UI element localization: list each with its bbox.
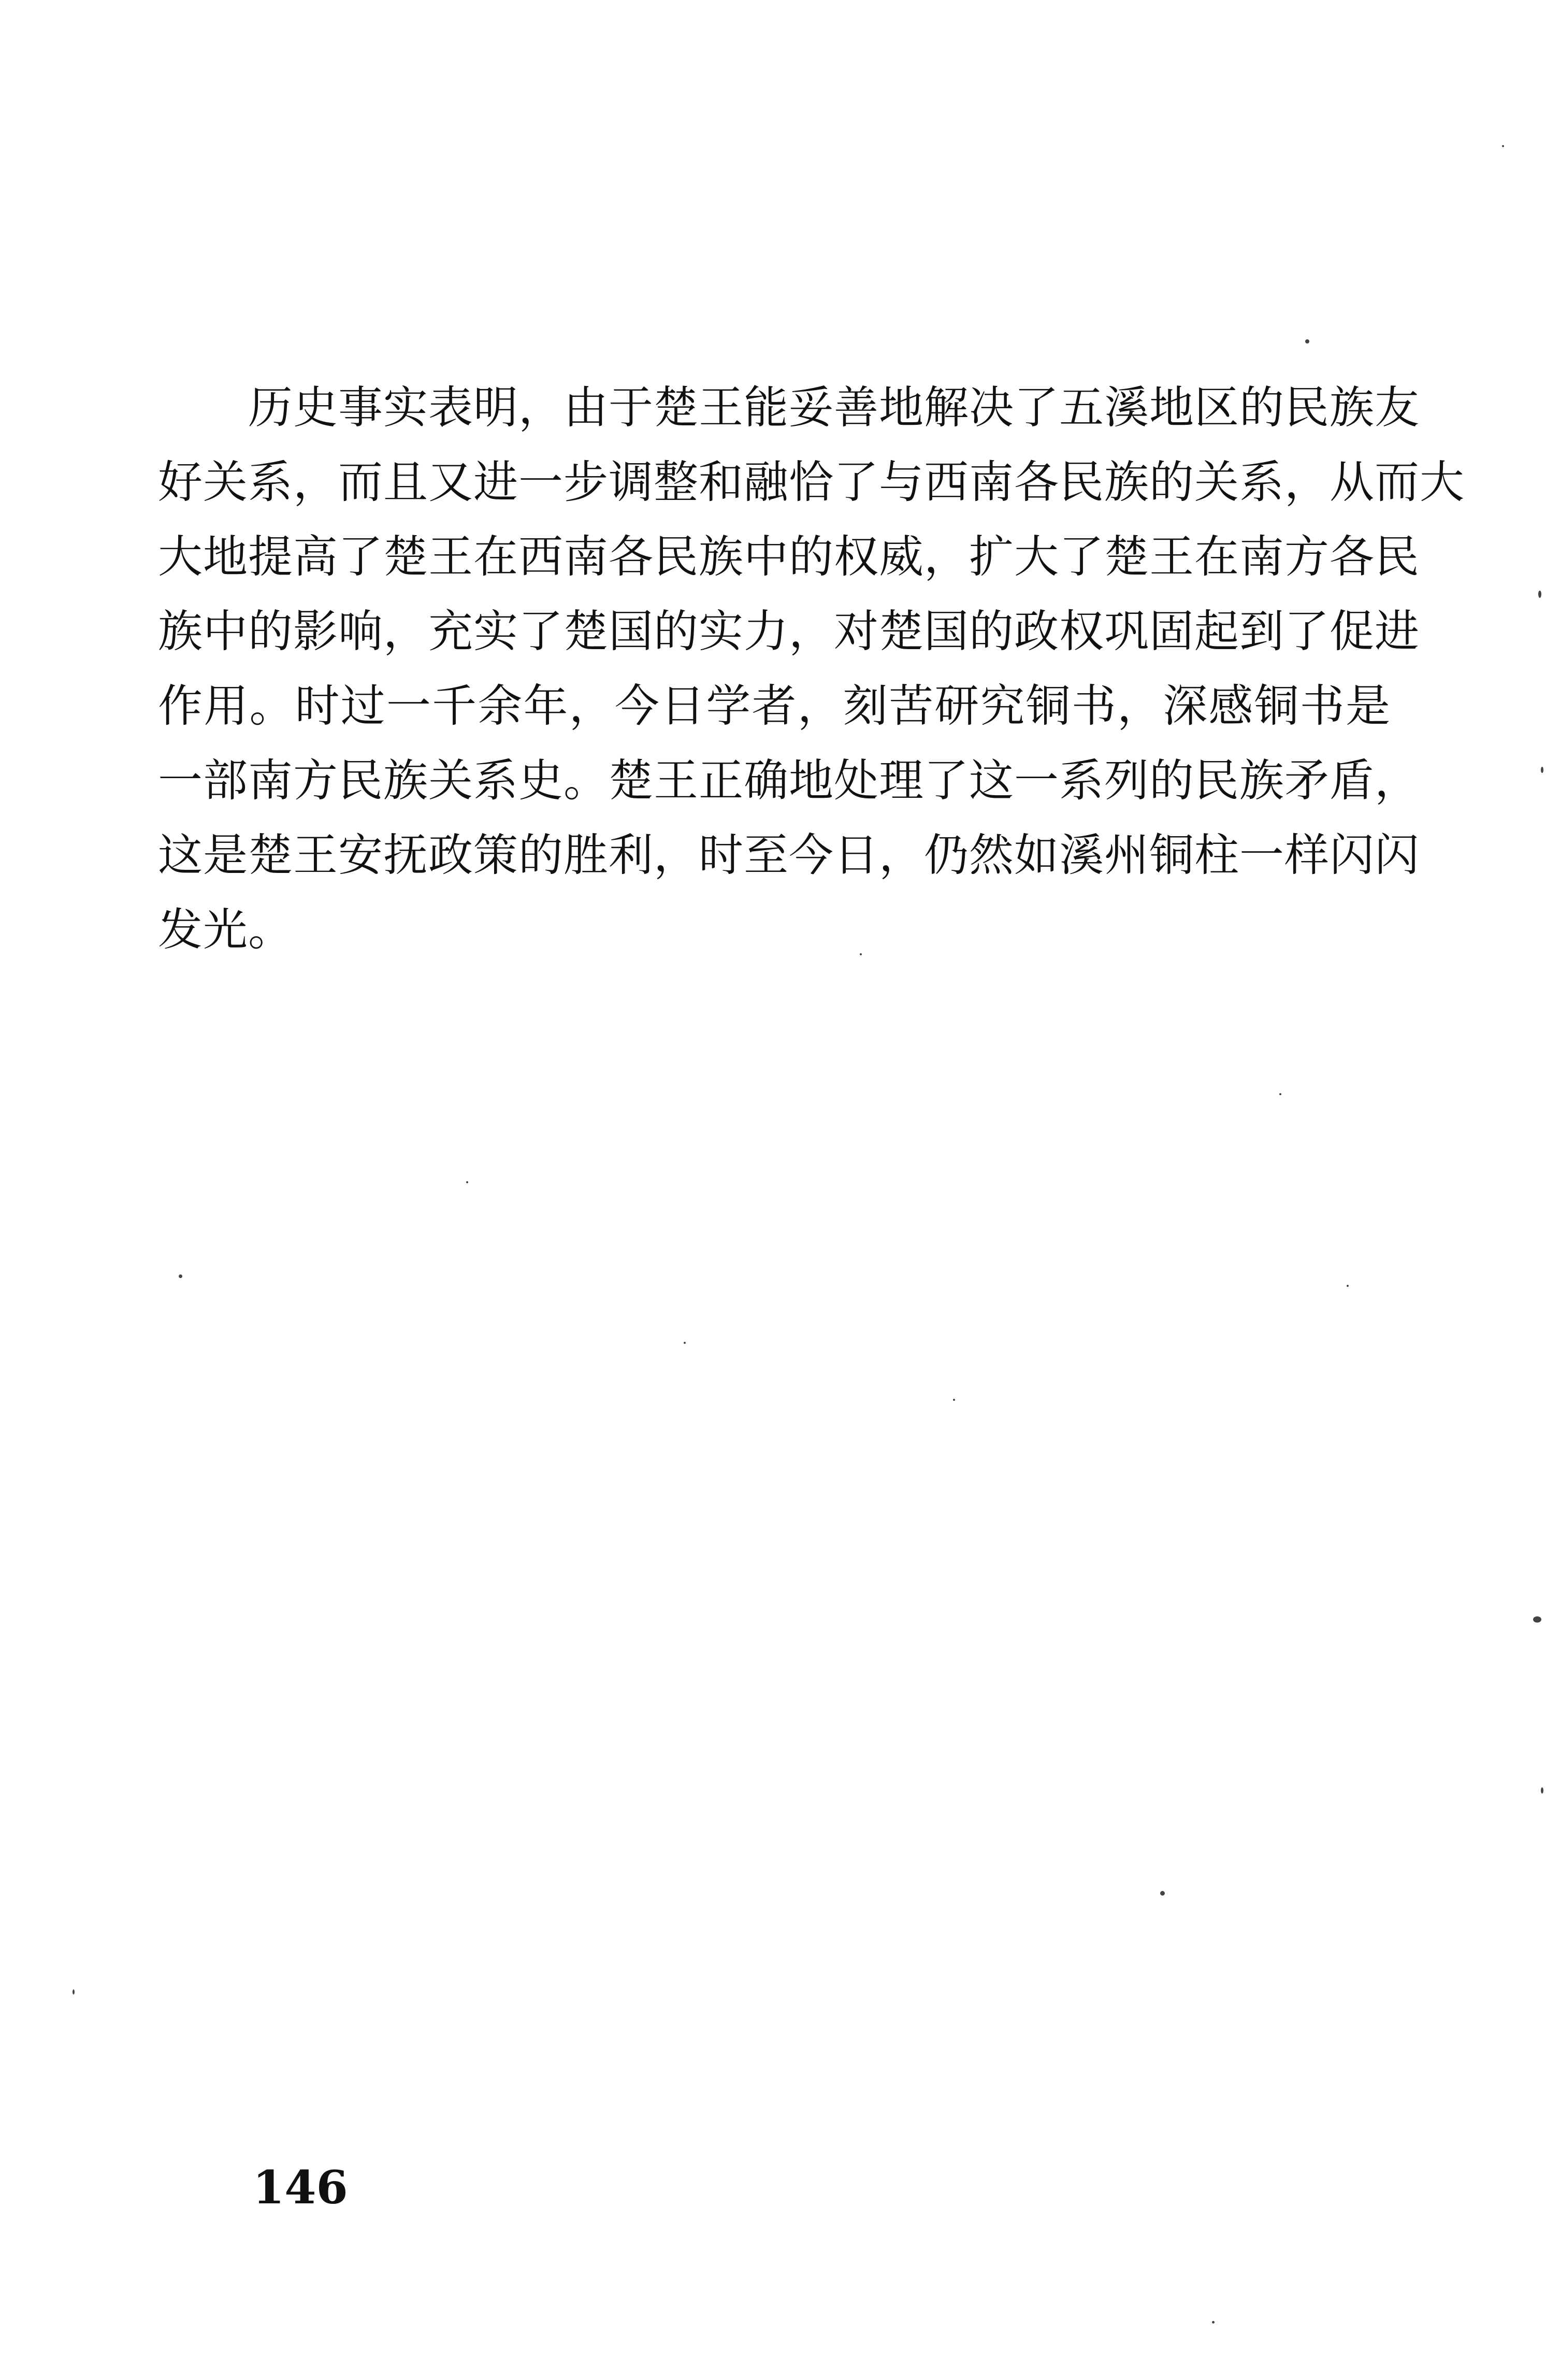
scan-speck (1212, 2321, 1215, 2324)
scan-speck (684, 1342, 686, 1344)
scan-speck (1533, 1616, 1541, 1623)
page-number: 146 (253, 2160, 348, 2214)
scan-speck (1538, 591, 1541, 598)
scan-speck (73, 1989, 75, 1995)
text-line: 大地提高了楚王在西南各民族中的权威，扩大了楚王在南方各民 (158, 531, 1420, 583)
text-line: 好关系，而且又进一步调整和融恰了与西南各民族的关系，从而大 (158, 456, 1465, 508)
scan-speck (1347, 1285, 1349, 1287)
body-paragraph (158, 370, 1465, 967)
text-line: 作用。时过一千余年，今日学者，刻苦研究铜书，深感铜书是 (158, 680, 1391, 732)
scan-speck (1160, 1891, 1165, 1896)
scan-speck (466, 1181, 468, 1183)
text-line: 这是楚王安抚政策的胜利，时至今日，仍然如溪州铜柱一样闪闪 (158, 829, 1420, 881)
scan-speck (1541, 767, 1543, 773)
scan-speck (860, 953, 862, 955)
text-line: 发光。 (158, 904, 293, 956)
scan-speck (1541, 1787, 1543, 1794)
scan-speck (179, 1274, 182, 1278)
scan-speck (953, 1399, 955, 1401)
text-line: 族中的影响，充实了楚国的实力，对楚国的政权巩固起到了促进 (158, 606, 1420, 657)
text-line: 一部南方民族关系史。楚王正确地处理了这一系列的民族矛盾， (158, 755, 1420, 807)
scan-speck (1502, 145, 1504, 147)
text-line: 历史事实表明，由于楚王能妥善地解决了五溪地区的民族友 (158, 382, 1420, 434)
scan-speck (1305, 339, 1309, 343)
scan-speck (1279, 1093, 1281, 1095)
